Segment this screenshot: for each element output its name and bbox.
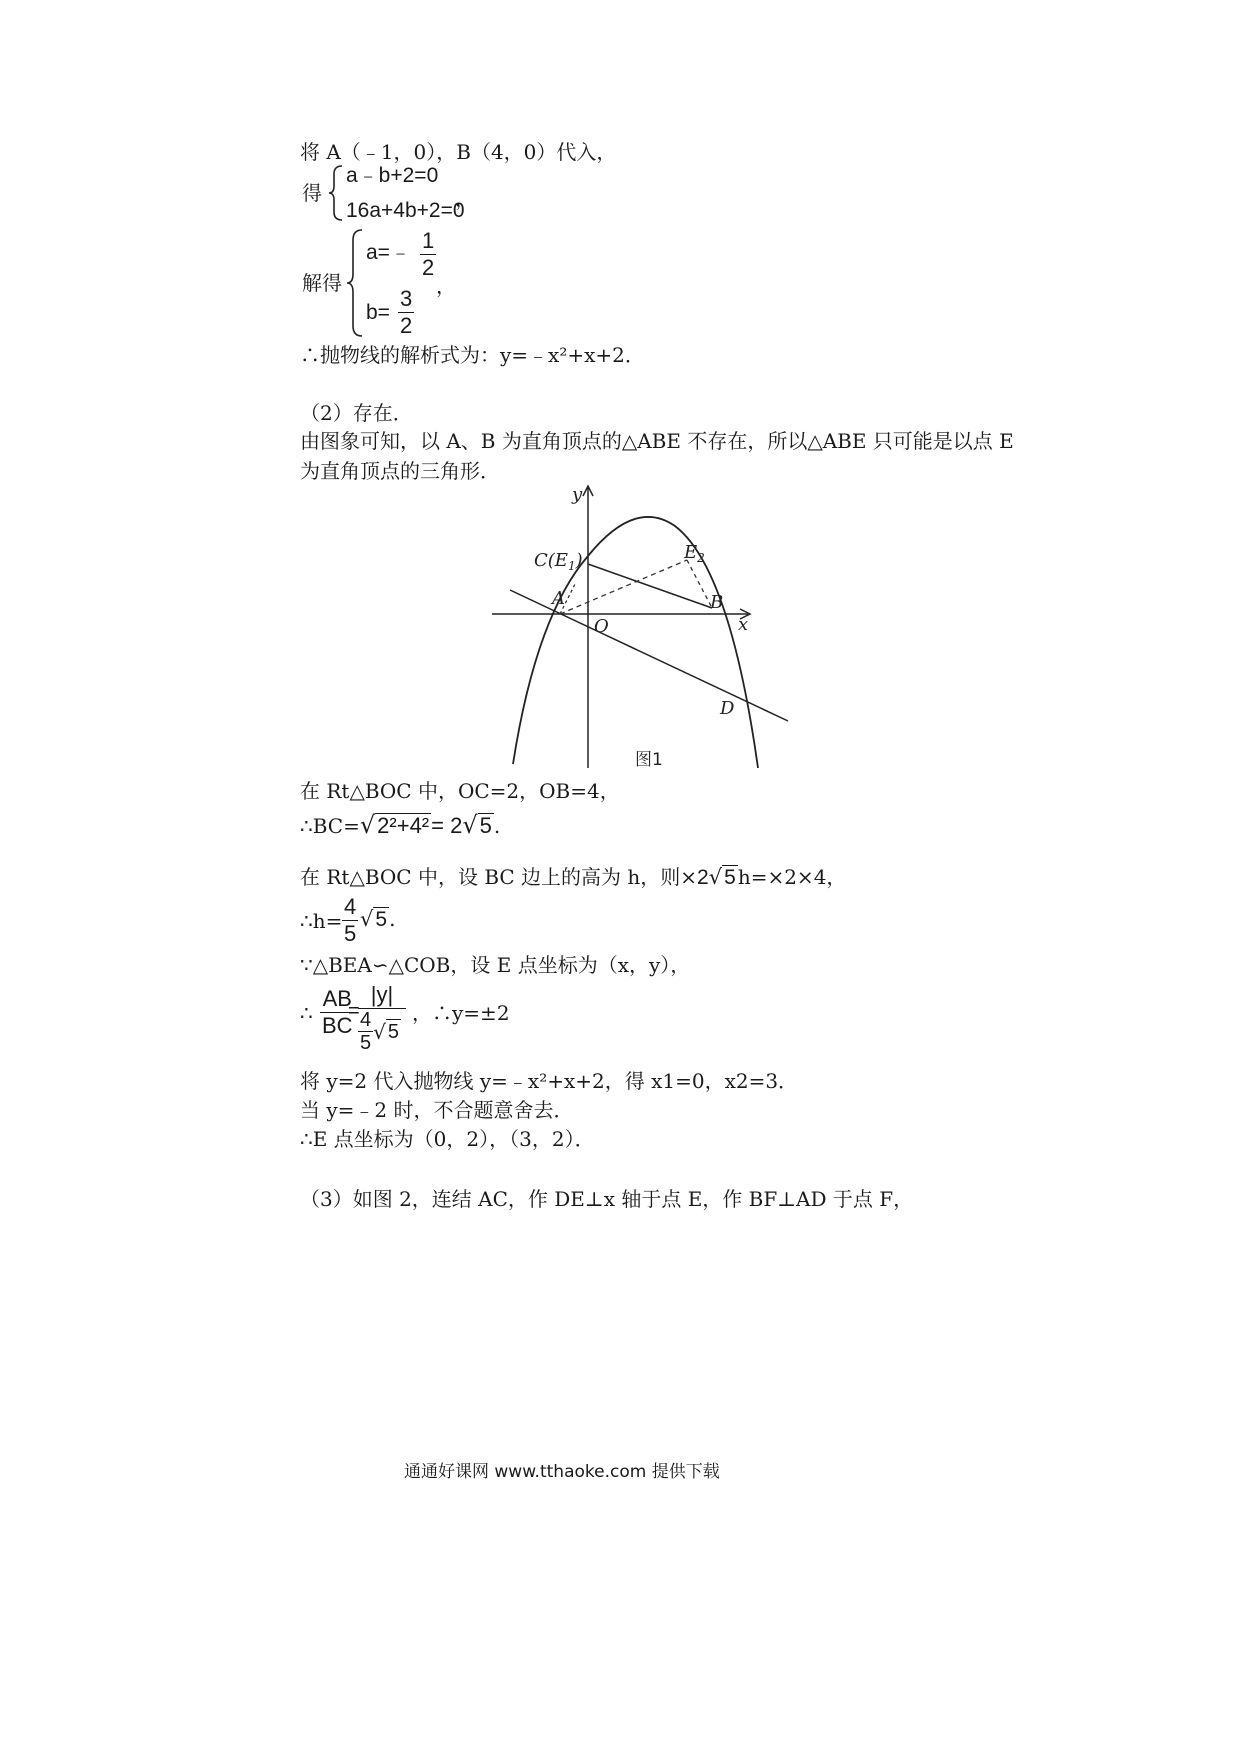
footer-source: 通通好课网 www.tthaoke.com 提供下载 [404,1462,720,1482]
part-2-heading: （2）存在． [300,401,413,425]
comma: ， [436,274,456,298]
frac-num: AB [322,986,352,1011]
frac-num: 4 [360,1009,372,1031]
sqrt-icon: √ [462,811,478,839]
ratio-end: ，∴y=±2 [412,1001,510,1025]
label-y: y [572,484,583,505]
part-2-line-1: 由图象可知，以 A、B 为直角顶点的△ABE 不存在，所以△ABE 只可能是以点 E [300,429,1014,453]
solution-a-left: a=﹣ [366,241,411,264]
frac-den: 2 [422,255,435,280]
bc-end: . [493,814,501,838]
h-sqrt [360,906,395,932]
frac-num: 1 [422,228,435,253]
bc-prefix: ∴BC= [300,814,360,838]
figure-caption: 图1 [635,750,663,770]
bc-radicand: 2²+4² [377,813,430,838]
frac-den: 5 [344,921,357,946]
figure-1 [480,478,800,778]
solution-a-fraction [420,228,436,281]
label-jiede: 解得 [302,271,342,295]
h-end: . [389,907,396,931]
h-prefix: ∴h= [300,909,343,933]
text-parabola-result: ∴抛物线的解析式为：y=﹣x²+x+2． [300,343,645,367]
height-radicand: 5 [724,866,736,889]
h-fraction [342,894,358,947]
sqrt-icon: √ [359,811,376,839]
frac-den: BC [322,1013,353,1038]
ratio-radicand: 5 [387,1021,399,1043]
text-similar: ∵△BEA∽△COB，设 E 点坐标为（x，y）， [300,953,691,977]
height-coef: 2 [697,866,709,889]
system-brace-2 [346,228,364,338]
frac-den: 2 [400,313,413,338]
height-text-c: h=×2×4， [737,865,847,889]
text-substitute-y2: 将 y=2 代入抛物线 y=﹣x²+x+2，得 x1=0，x2=3． [300,1069,799,1093]
ratio-equals: = [348,1000,360,1022]
height-text-a: 在 Rt△BOC 中，设 BC 边上的高为 h，则× [300,865,698,889]
frac-num: 3 [400,286,413,311]
bc-equals: = 2 [431,813,463,838]
label-e2: $E_2$ [684,542,705,565]
text-rt-boc: 在 Rt△BOC 中，OC=2，OB=4， [300,779,620,803]
equation-2: 16a+4b+2=0 [346,199,465,222]
label-x: x [738,614,749,635]
label-o: O [594,616,609,637]
label-b: B [710,592,724,613]
sqrt-icon: √ [708,865,723,889]
frac-num: 4 [344,894,357,919]
bc-formula [300,812,500,839]
part-2-line-2: 为直角顶点的三角形． [300,459,500,483]
sqrt-icon: √ [360,907,374,931]
h-radicand: 5 [375,908,388,931]
bc-radicand-2: 5 [479,813,492,838]
part-3-heading: （3）如图 2，连结 AC，作 DE⊥x 轴于点 E，作 BF⊥AD 于点 F， [300,1187,914,1211]
segment-cb [588,564,712,608]
label-d: D [720,698,735,719]
label-de: 得 [302,181,322,205]
text-line-substitute: 将 A（﹣1，0），B（4，0）代入， [300,140,617,164]
ratio-num2: |y| [370,982,394,1007]
text-e-coords: ∴E 点坐标为（0，2），（3，2）． [300,1127,595,1151]
height-line [300,864,846,891]
frac-den: 5 [360,1032,372,1054]
ratio-prefix: ∴ [300,1001,313,1025]
text-neg-case: 当 y=﹣2 时，不合题意舍去． [300,1098,574,1122]
label-c: $C(E_1)$ [534,550,583,573]
comma: ， [455,187,475,211]
sqrt-icon: √ [373,1019,386,1044]
line-ad [510,590,788,721]
system-brace-1 [328,164,344,222]
ratio-fraction-2 [358,982,406,1054]
equation-1: a﹣b+2=0 [346,164,439,187]
solution-b-fraction [398,286,414,339]
solution-b-left: b= [366,301,390,324]
label-a: A [552,588,565,609]
